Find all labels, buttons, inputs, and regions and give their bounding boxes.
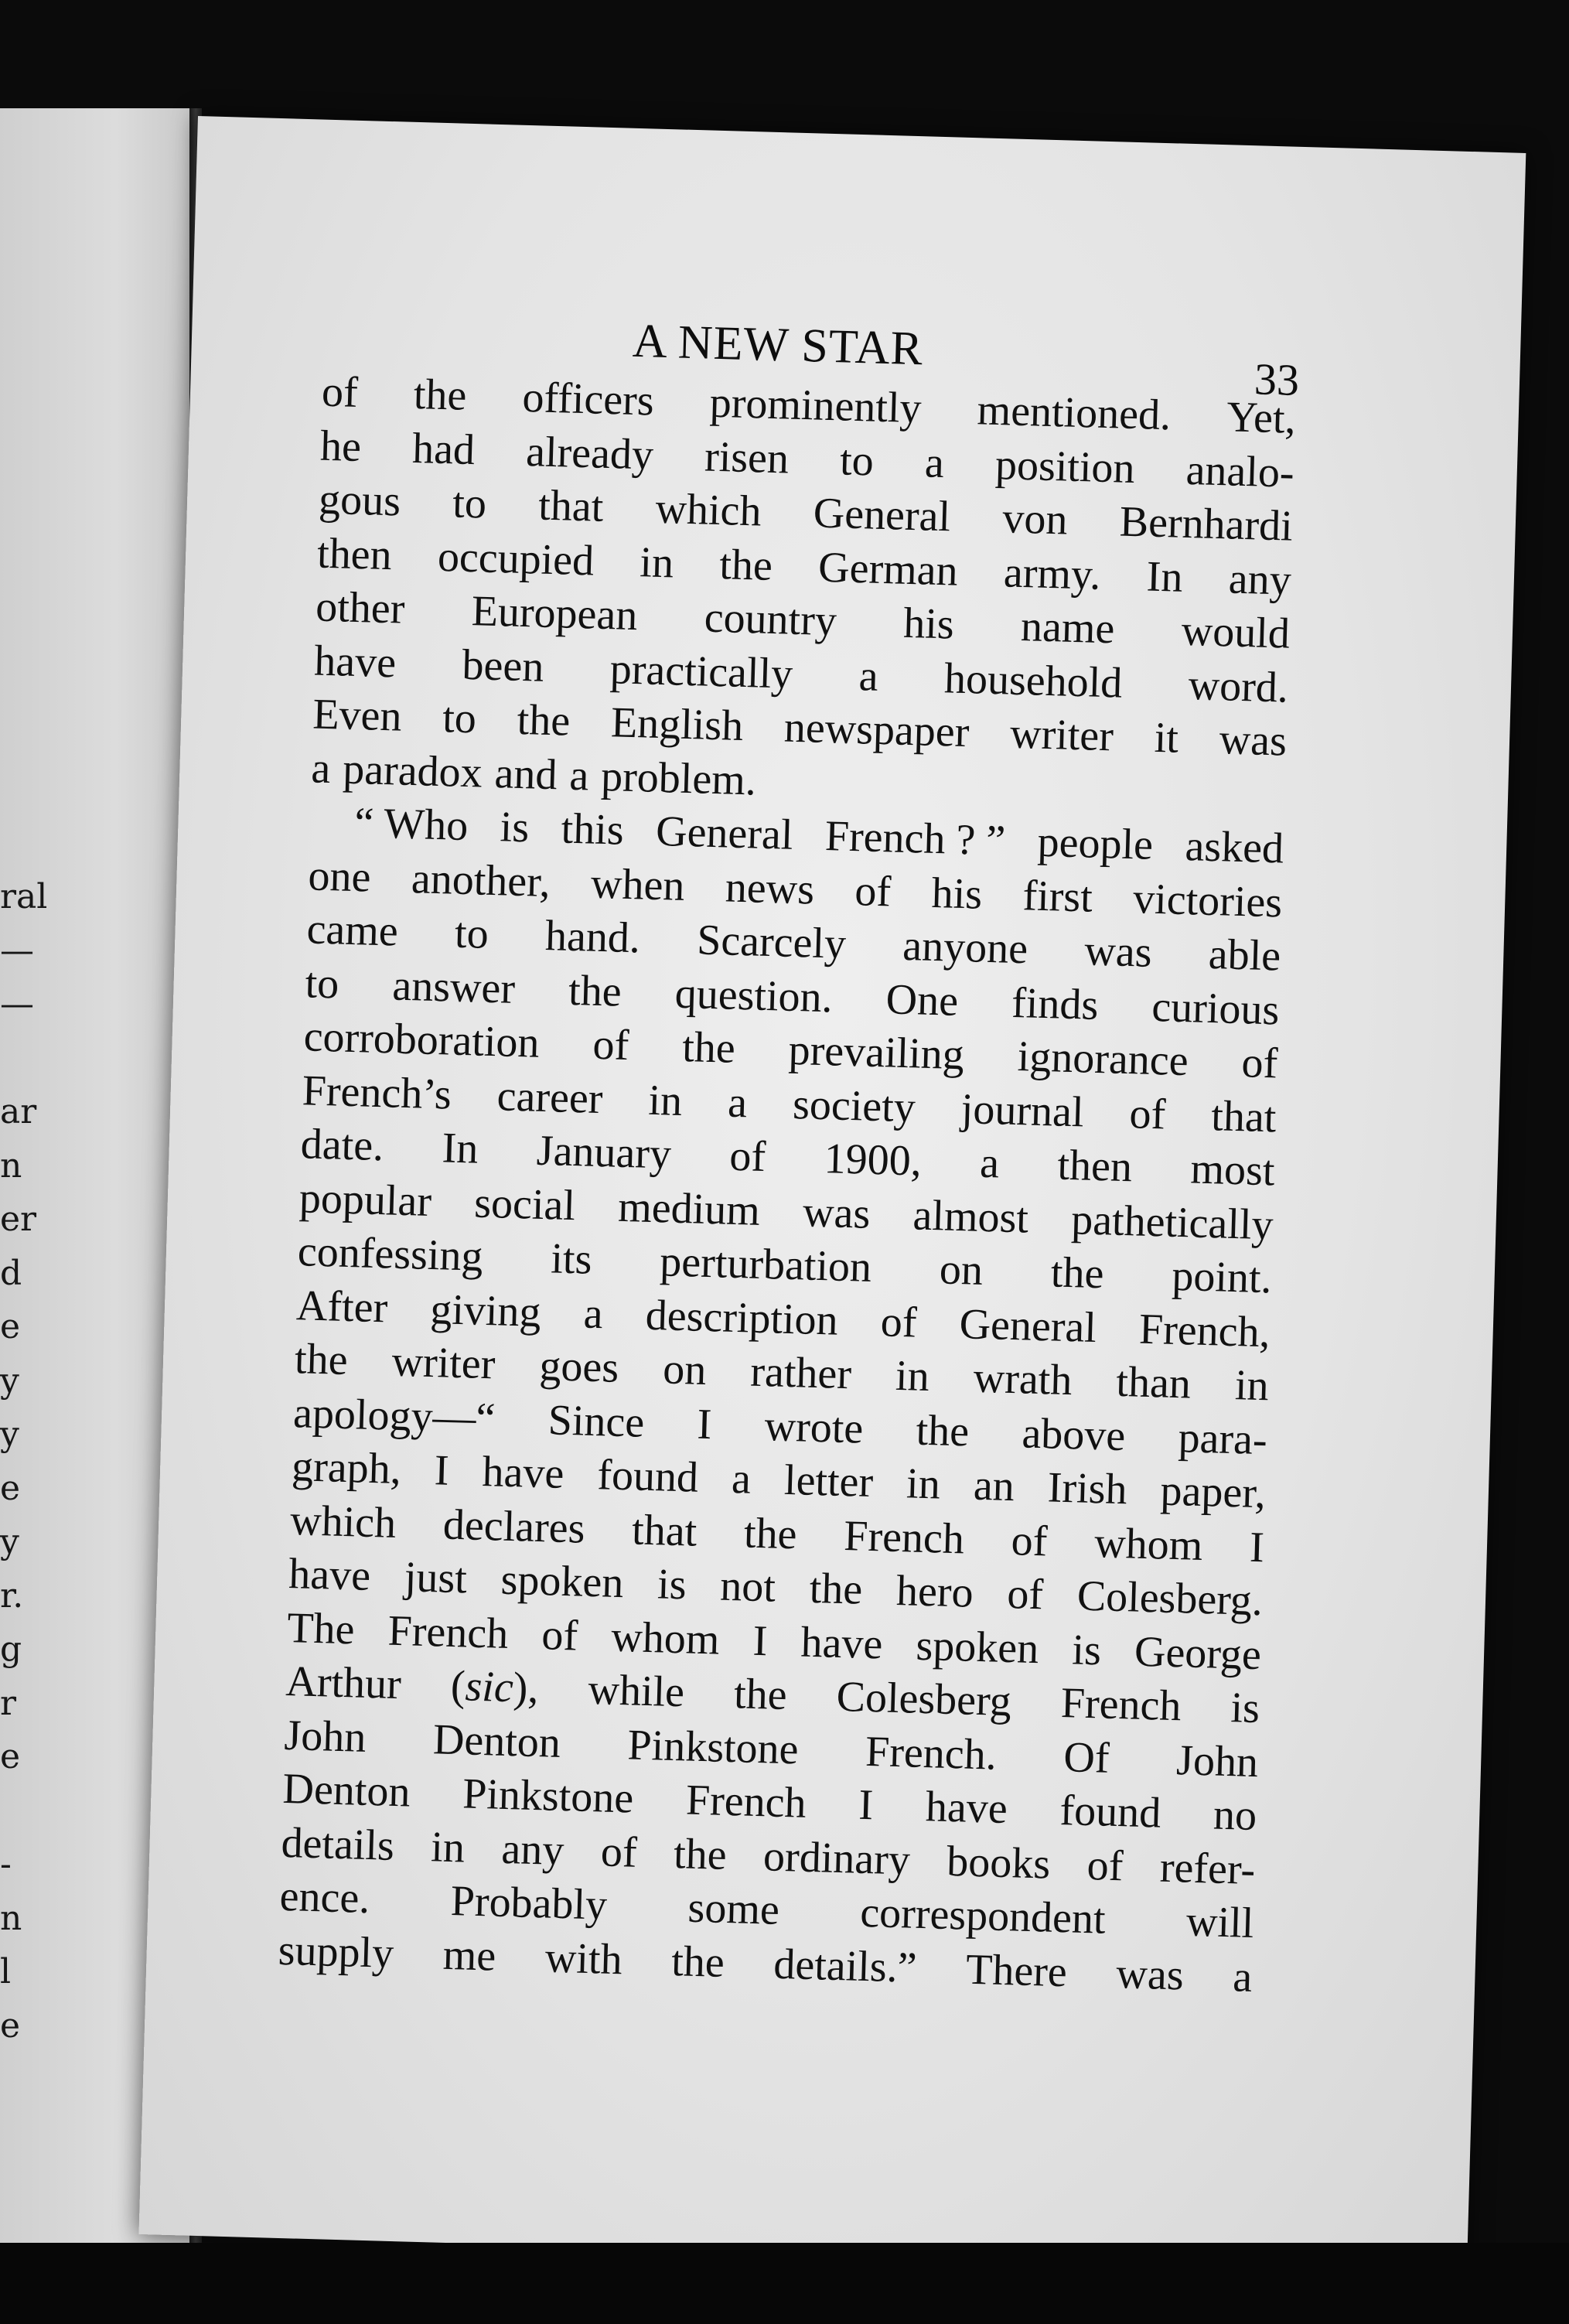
facing-page-fragment: —	[0, 985, 34, 1024]
word: of	[1086, 1841, 1124, 1890]
word: hero	[895, 1566, 974, 1617]
word: this	[560, 804, 625, 855]
word: which	[289, 1496, 397, 1548]
word: French	[387, 1606, 510, 1658]
word: victories	[1132, 874, 1283, 927]
facing-page-fragment: r	[0, 1683, 17, 1723]
facing-page-fragment: y	[0, 1360, 19, 1401]
facing-page-fragment: e	[0, 1468, 21, 1508]
word: hand.	[544, 911, 641, 963]
word: found	[1059, 1786, 1162, 1838]
word: supply	[277, 1926, 394, 1978]
word: perturbation	[659, 1237, 872, 1292]
word: was	[1115, 1949, 1185, 2000]
word: Irish	[1047, 1463, 1128, 1514]
word: the	[681, 1022, 736, 1073]
word: January	[536, 1126, 672, 1179]
word: any	[500, 1824, 565, 1875]
word: of	[1010, 1516, 1049, 1565]
word: ence.	[278, 1872, 371, 1923]
word: description	[645, 1291, 839, 1345]
word: Denton	[432, 1715, 561, 1767]
word: above	[1021, 1408, 1127, 1460]
facing-page-fragment: ral	[0, 877, 48, 916]
word: no	[1213, 1790, 1257, 1841]
word: gous	[318, 475, 401, 526]
facing-page-fragment: n	[0, 1145, 22, 1186]
word: army.	[1003, 548, 1102, 599]
word: spoken	[500, 1555, 625, 1608]
word: the	[516, 695, 571, 746]
word: of	[879, 1297, 918, 1347]
word: his	[930, 869, 983, 919]
word: one	[307, 851, 372, 902]
word: is	[657, 1560, 687, 1609]
word: journal	[960, 1084, 1085, 1136]
word: Yet,	[1226, 393, 1297, 443]
facing-page-fragment: ar	[0, 1092, 37, 1131]
word: paradox	[342, 745, 483, 797]
word: of	[541, 1610, 579, 1660]
word: a	[310, 743, 332, 793]
word: to	[839, 435, 875, 486]
word: in	[430, 1822, 466, 1872]
word: of	[600, 1827, 638, 1877]
word: its	[550, 1234, 593, 1284]
word: just	[404, 1553, 468, 1603]
word: Probably	[450, 1877, 608, 1930]
word: Of	[1062, 1732, 1110, 1783]
word: then	[1056, 1141, 1133, 1192]
word: of	[1240, 1039, 1279, 1088]
word: that	[537, 481, 605, 531]
word: on	[662, 1345, 708, 1394]
word: of	[1006, 1569, 1044, 1619]
word: a	[858, 651, 879, 701]
word: a	[979, 1138, 1000, 1188]
word: point.	[1171, 1251, 1273, 1303]
word: first	[1022, 871, 1093, 922]
word: practically	[609, 644, 793, 698]
word: that	[1210, 1091, 1277, 1142]
word: German	[817, 543, 959, 596]
word: have	[925, 1783, 1008, 1834]
facing-page-text-fragments	[0, 870, 46, 2053]
word: news	[725, 862, 815, 914]
word: would	[1181, 606, 1291, 658]
word: paper,	[1159, 1466, 1267, 1518]
facing-page-fragment: -	[0, 1845, 12, 1884]
word: writer	[391, 1337, 496, 1389]
word: letter	[783, 1455, 875, 1507]
word: then	[316, 529, 393, 579]
facing-page-fragment: y	[0, 1415, 19, 1454]
word: the	[1050, 1248, 1105, 1299]
word: the	[743, 1508, 798, 1558]
word: in	[1234, 1361, 1270, 1411]
word: French ? ”	[824, 812, 1007, 865]
word: Denton	[281, 1764, 411, 1817]
word: ignorance	[1016, 1032, 1189, 1086]
word: spoken	[915, 1621, 1040, 1673]
word: a	[731, 1454, 752, 1503]
word: Pinkstone	[462, 1769, 635, 1823]
word: whom	[610, 1612, 721, 1664]
facing-page-fragment: er	[0, 1200, 37, 1239]
word: problem.	[600, 752, 757, 804]
word: The	[286, 1603, 356, 1653]
word: household	[943, 654, 1124, 708]
word: There	[965, 1945, 1068, 1996]
word: was	[1083, 927, 1153, 977]
word: declares	[442, 1500, 586, 1553]
word: was	[802, 1187, 871, 1238]
word: word.	[1187, 660, 1289, 712]
word: George	[1134, 1627, 1262, 1679]
word: books	[946, 1837, 1052, 1889]
word: apology—“	[292, 1388, 496, 1442]
word: confessing	[297, 1227, 484, 1281]
word: Bernhardi	[1119, 497, 1294, 551]
word: analo-	[1185, 445, 1295, 497]
word: he	[319, 421, 362, 471]
book-page	[138, 116, 1526, 2271]
word: me	[442, 1930, 497, 1981]
word: Colesberg.	[1076, 1572, 1264, 1626]
facing-page-fragment: e	[0, 1307, 21, 1346]
word: any	[1228, 554, 1292, 605]
word: which	[654, 484, 762, 536]
word: is	[1230, 1684, 1260, 1733]
word: have	[313, 636, 397, 687]
word: the	[294, 1335, 349, 1385]
word: French	[1060, 1678, 1182, 1731]
word: I	[1249, 1523, 1265, 1572]
word: Scarcely	[696, 916, 847, 968]
word: of	[728, 1131, 767, 1182]
word: found	[596, 1451, 699, 1502]
word: to	[442, 694, 477, 743]
word: the	[673, 1829, 728, 1879]
word: Colesberg	[835, 1672, 1012, 1726]
word: details	[280, 1818, 395, 1870]
facing-page-fragment: n	[0, 1898, 22, 1938]
word: his	[902, 599, 955, 649]
word: General	[813, 489, 951, 541]
word: General	[958, 1299, 1097, 1352]
word: a	[727, 1078, 748, 1127]
word: most	[1189, 1145, 1276, 1196]
word: I	[696, 1400, 713, 1449]
word: French,	[1138, 1305, 1271, 1357]
word: a	[568, 751, 590, 800]
word: position	[994, 440, 1136, 493]
word: is	[499, 803, 530, 852]
word: with	[544, 1933, 623, 1984]
word: the	[915, 1406, 970, 1455]
word: European	[470, 587, 639, 640]
word: newspaper	[783, 703, 970, 757]
word: of	[321, 367, 359, 417]
word: von	[1001, 494, 1069, 544]
word: to	[452, 479, 487, 528]
word: people	[1036, 817, 1154, 869]
word: refer-	[1159, 1843, 1257, 1894]
word: para-	[1177, 1413, 1268, 1464]
body-text	[278, 366, 1297, 2005]
word: In	[441, 1124, 479, 1173]
word: “ Who	[353, 799, 469, 851]
word: in	[647, 1076, 684, 1125]
word: able	[1208, 930, 1282, 981]
word: came	[305, 905, 399, 956]
word: a	[1232, 1952, 1253, 2002]
facing-page-fragment: g	[0, 1630, 22, 1669]
word: answer	[391, 961, 516, 1013]
facing-page-fragment	[0, 1784, 46, 1838]
word: 1900,	[823, 1135, 923, 1186]
word: prevailing	[787, 1025, 965, 1080]
word: been	[461, 640, 545, 691]
word: the	[718, 540, 773, 590]
word: in	[906, 1459, 941, 1509]
facing-page-fragment: r.	[0, 1575, 24, 1616]
word: I	[434, 1446, 450, 1495]
word: when	[590, 859, 686, 910]
word: some	[687, 1883, 780, 1934]
word: After	[295, 1281, 389, 1332]
word: already	[525, 427, 654, 479]
word: Since	[547, 1395, 646, 1447]
word: other	[315, 582, 406, 633]
facing-page-fragment: —	[0, 930, 34, 971]
word: social	[473, 1179, 576, 1230]
word: correspondent	[859, 1888, 1107, 1943]
word: popular	[298, 1173, 432, 1226]
word: have	[481, 1447, 565, 1498]
word: Arthur	[285, 1657, 402, 1709]
word: ordinary	[762, 1831, 911, 1885]
word: career	[496, 1071, 604, 1123]
word: details.”	[773, 1940, 918, 1992]
word: officers	[521, 373, 655, 425]
word: on	[939, 1245, 984, 1295]
word: it	[1153, 713, 1179, 763]
word: occupied	[437, 532, 595, 585]
facing-page-fragment: e	[0, 1737, 21, 1776]
word: while	[587, 1665, 685, 1717]
word: Even	[312, 690, 403, 741]
word: giving	[429, 1285, 542, 1336]
word: country	[703, 593, 837, 646]
word: a	[582, 1289, 604, 1338]
word: Pinkstone	[626, 1720, 800, 1773]
word: French’s	[302, 1066, 452, 1119]
word: General	[655, 807, 794, 859]
word: mentioned.	[976, 386, 1172, 440]
word: that	[631, 1505, 698, 1556]
word: writer	[1009, 709, 1114, 761]
word: curious	[1151, 982, 1281, 1034]
word: wrote	[763, 1401, 865, 1453]
word: will	[1185, 1897, 1255, 1948]
page-number: 33	[1253, 353, 1300, 405]
word: the	[733, 1670, 788, 1720]
word: question.	[674, 969, 834, 1022]
word: not	[719, 1561, 776, 1612]
word: of	[854, 866, 892, 916]
word: rather	[749, 1347, 852, 1399]
word: is	[1071, 1625, 1102, 1674]
word: French.	[865, 1727, 998, 1780]
word: goes	[538, 1341, 620, 1392]
facing-page-fragment: e	[0, 2005, 21, 2046]
word: date.	[300, 1120, 385, 1171]
word: corroboration	[302, 1012, 541, 1067]
word: another,	[411, 854, 551, 906]
word: asked	[1184, 822, 1284, 873]
word: One	[885, 974, 959, 1025]
word: have	[800, 1618, 884, 1668]
word: In	[1145, 551, 1184, 602]
word: the	[413, 370, 468, 420]
word: wrath	[973, 1353, 1073, 1405]
word: the	[670, 1937, 725, 1987]
word: John	[1175, 1735, 1259, 1787]
word: English	[610, 698, 745, 750]
word: prominently	[709, 378, 923, 433]
word: and	[493, 749, 558, 799]
word: graph,	[291, 1442, 402, 1494]
word: was	[1218, 715, 1288, 766]
word: the	[808, 1564, 864, 1614]
word: French	[843, 1511, 965, 1563]
word: name	[1020, 602, 1116, 654]
word: the	[568, 966, 622, 1016]
word: pathetically	[1070, 1195, 1274, 1249]
scan-bottom-shadow	[0, 2243, 1569, 2324]
word: society	[792, 1080, 916, 1131]
word: finds	[1011, 978, 1100, 1029]
word: have	[288, 1550, 371, 1600]
facing-page-fragment	[0, 1032, 46, 1086]
word: almost	[912, 1190, 1029, 1243]
word: I	[752, 1616, 769, 1665]
word: than	[1115, 1357, 1192, 1408]
word: medium	[617, 1182, 761, 1235]
word: whom	[1093, 1518, 1204, 1570]
facing-page-fragment: d	[0, 1253, 22, 1293]
word: I	[858, 1780, 874, 1830]
word: had	[411, 424, 476, 474]
word: John	[283, 1711, 367, 1762]
word: an	[973, 1461, 1015, 1511]
word: a	[924, 438, 945, 487]
facing-page-fragment: y	[0, 1522, 19, 1561]
running-header: A NEW STAR	[632, 314, 924, 376]
word: risen	[704, 432, 790, 483]
word: anyone	[902, 921, 1028, 974]
word: to	[454, 909, 489, 958]
word: of	[592, 1020, 630, 1070]
word: to	[304, 958, 340, 1008]
word: French	[685, 1776, 807, 1827]
word: of	[1128, 1089, 1167, 1138]
word: in	[895, 1351, 930, 1401]
word: (sic),	[450, 1661, 540, 1713]
facing-page-fragment: l	[0, 1952, 12, 1991]
word: in	[639, 537, 674, 587]
